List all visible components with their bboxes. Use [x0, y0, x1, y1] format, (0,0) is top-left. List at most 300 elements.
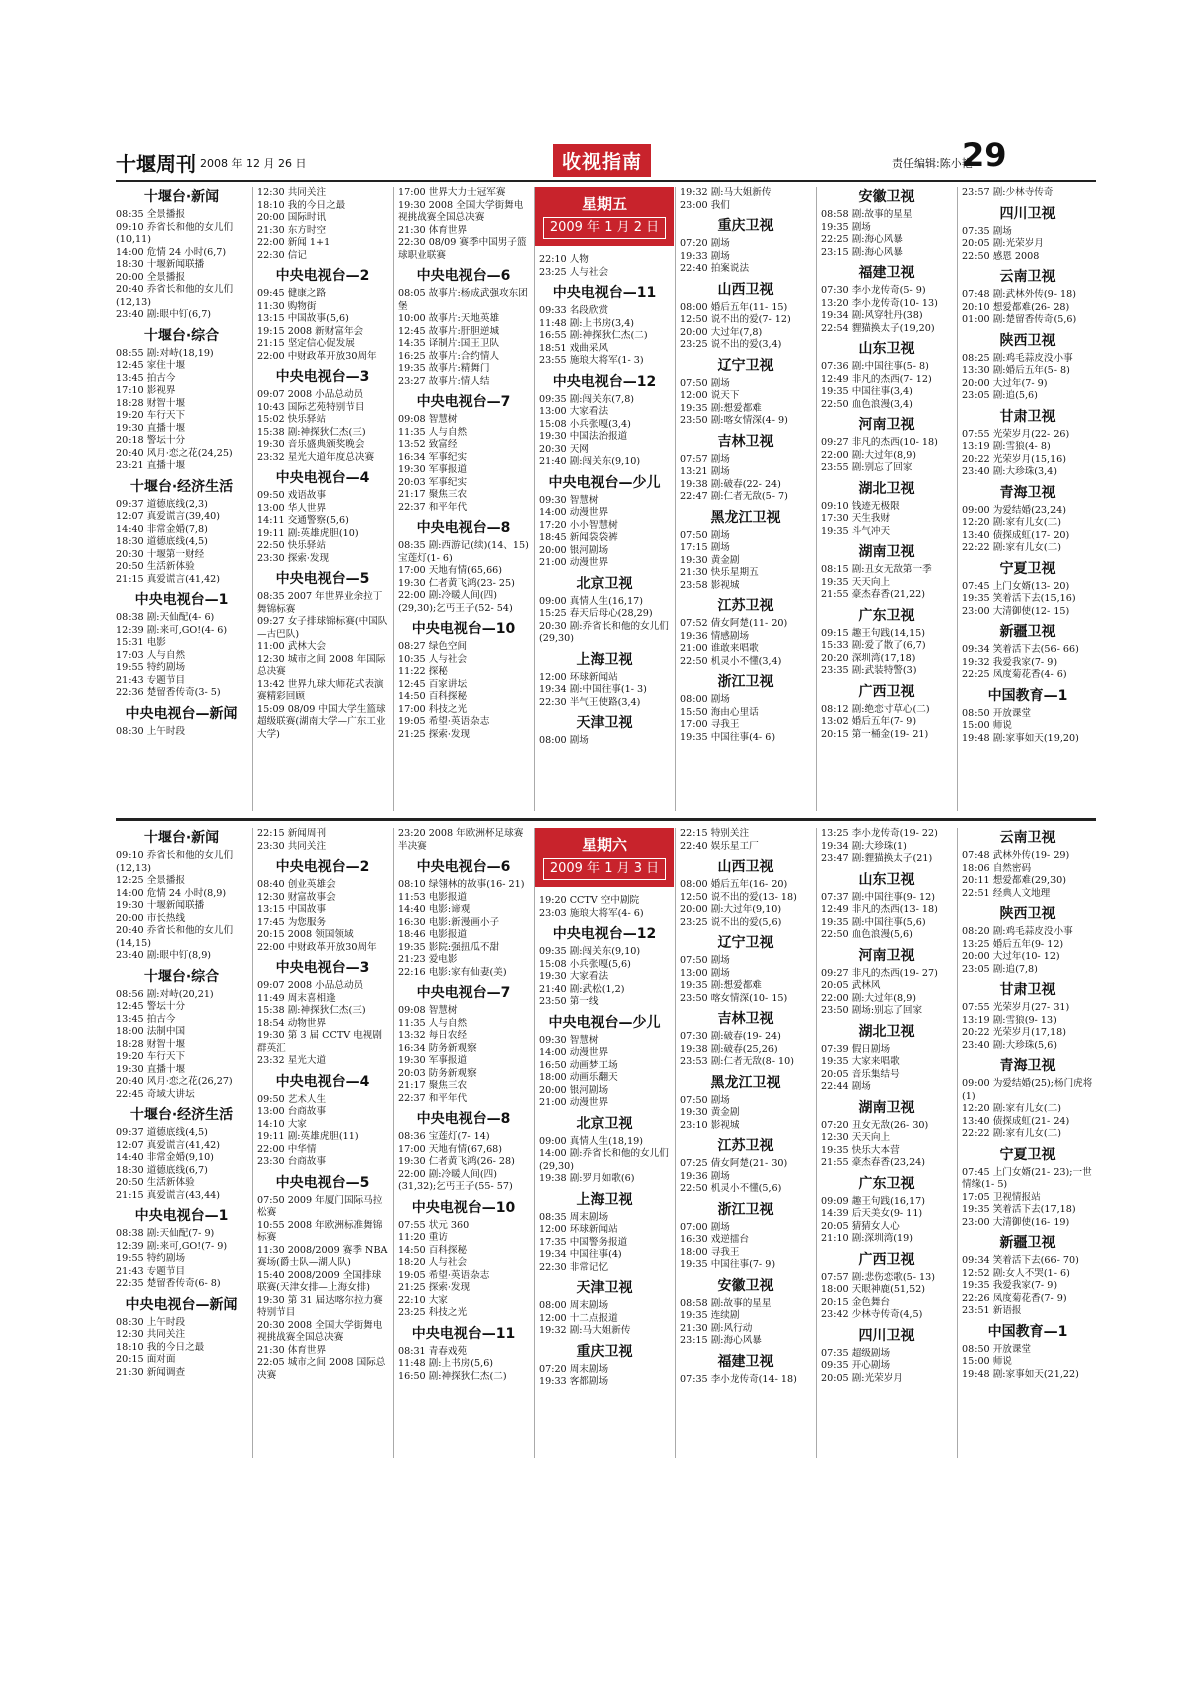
program-item: 22:47 剧:仁者无敌(5- 7)	[680, 491, 788, 502]
program-item: 21:55 豪杰春香(23,24)	[821, 1157, 926, 1168]
program-item: 19:30 直播十堰	[116, 1063, 186, 1075]
channel-heading: 青海卫视	[999, 484, 1056, 501]
program-item: 18:28 财智十堰	[116, 397, 186, 409]
channel-heading: 中央电视台—2	[275, 859, 370, 875]
program-item: 22:40 拍案说法	[680, 263, 750, 274]
channel-heading: 天津卫视	[576, 715, 633, 731]
program-item: 12:00 环球新闻站	[539, 1224, 618, 1235]
program-item: 19:32 剧:马大姐新传	[680, 187, 772, 198]
column-divider	[957, 828, 958, 1458]
program-item: 21:15 坚定信心促发展	[257, 338, 355, 349]
program-item: 08:00 周末剧场	[539, 1300, 609, 1311]
program-item: 18:28 财智十堰	[116, 1038, 186, 1050]
program-item: 14:00 危情 24 小时(8,9)	[116, 887, 227, 899]
program-item: 19:55 特约剧场	[116, 662, 186, 673]
program-item: 07:20 周末剧场	[539, 1363, 609, 1375]
saturday-listings	[116, 828, 1096, 1458]
channel-heading: 十堰台·综合	[143, 327, 220, 344]
program-item: 08:05 故事片:杨成武强攻东团堡	[398, 288, 528, 312]
day-banner	[535, 828, 674, 887]
program-item: 09:33 名段欣赏	[539, 305, 609, 316]
program-item: 21:30 快乐星期五	[680, 567, 759, 578]
program-item: 18:45 新闻袋袋裤	[539, 532, 618, 543]
program-item: 10:43 国际艺苑特别节目	[257, 401, 365, 413]
program-item: 19:38 剧:破春(22- 24)	[680, 478, 781, 490]
program-item: 23:25 说不出的爱(5,6)	[680, 916, 782, 928]
program-item: 08:40 创业英雄会	[257, 879, 336, 890]
program-item: 10:00 故事片:天地英雄	[398, 313, 500, 324]
channel-heading: 吉林卫视	[717, 433, 774, 450]
channel-heading: 中央电视台—6	[416, 859, 511, 875]
program-item: 11:30 购物街	[257, 300, 317, 312]
program-item: 07:50 2009 年厦门国际马拉松赛	[257, 1194, 383, 1218]
listing-column	[680, 187, 811, 811]
program-item: 21:40 剧:武松(1,2)	[539, 983, 625, 995]
program-item: 22:44 剧场	[821, 1081, 871, 1092]
channel-heading: 湖北卫视	[858, 1023, 915, 1040]
program-item: 09:10 钱迹无极限	[821, 500, 900, 512]
channel-heading: 广东卫视	[858, 1175, 915, 1192]
channel-heading: 云南卫视	[999, 269, 1056, 285]
channel-heading: 四川卫视	[858, 1327, 915, 1344]
program-item: 23:50 喀女情深(10- 15)	[680, 992, 788, 1004]
channel-heading: 中央电视台—5	[275, 1174, 370, 1191]
program-item: 19:33 剧场	[680, 250, 730, 262]
channel-heading: 福建卫视	[717, 1353, 774, 1370]
program-item: 12:39 剧:来可,GO!(4- 6)	[116, 624, 228, 636]
program-item: 17:00 天地有情(67,68)	[398, 1143, 503, 1155]
channel-heading: 江苏卫视	[717, 598, 774, 614]
program-item: 09:08 智慧树	[398, 1005, 458, 1016]
program-item: 20:10 想爱都难(26- 28)	[962, 301, 1070, 313]
program-item: 12:39 剧:来可,GO!(7- 9)	[116, 1240, 228, 1252]
column-divider	[957, 187, 958, 811]
program-item: 13:30 剧:婚后五年(5- 8)	[962, 365, 1070, 376]
program-item: 19:30 中国法治报道	[539, 431, 628, 442]
program-item: 20:20 深圳湾(17,18)	[821, 652, 916, 664]
program-item: 20:00 国际时讯	[257, 212, 327, 223]
program-item: 22:10 人物	[539, 254, 589, 265]
program-item: 22:15 特别关注	[680, 828, 750, 839]
program-item: 19:48 剧:家事如天(19,20)	[962, 732, 1079, 744]
program-item: 11:53 电影报道	[398, 891, 468, 903]
channel-heading: 山西卫视	[717, 859, 774, 875]
program-item: 22:22 剧:家有儿女(二)	[962, 1128, 1061, 1139]
program-item: 15:33 剧:爱了散了(6,7)	[821, 640, 926, 651]
program-item: 08:27 绿色空间	[398, 641, 468, 652]
program-item: 21:25 探索·发现	[398, 1282, 471, 1293]
program-item: 22:30 半气王使路(3,4)	[539, 696, 641, 708]
program-item: 15:08 小兵张嘎(3,4)	[539, 418, 631, 430]
program-item: 09:15 趣王句践(14,15)	[821, 627, 926, 639]
program-item: 07:50 剧场	[680, 1094, 730, 1106]
program-item: 19:34 剧:风穿牡丹(38)	[821, 310, 923, 321]
channel-heading: 中央电视台—7	[416, 394, 511, 410]
channel-heading: 山东卫视	[858, 871, 915, 888]
listing-column	[257, 828, 391, 1458]
program-item: 18:54 动物世界	[257, 1017, 327, 1029]
program-item: 20:50 生活新体验	[116, 561, 195, 572]
program-item: 15:38 剧:神探狄仁杰(三)	[257, 1005, 366, 1016]
program-item: 14:35 译制片:国王卫队	[398, 338, 500, 349]
header-rule	[116, 180, 1096, 182]
program-item: 11:48 剧:上书房(3,4)	[539, 317, 635, 329]
program-item: 09:00 真情人生(16,17)	[539, 595, 644, 607]
program-item: 07:50 剧场	[680, 377, 730, 389]
channel-heading: 中央电视台—新闻	[125, 705, 238, 722]
program-item: 14:50 百科探秘	[398, 1244, 468, 1256]
program-item: 17:00 寻我王	[680, 719, 740, 730]
program-item: 13:25 李小龙传奇(19- 22)	[821, 828, 938, 839]
program-item: 22:54 貍猫换太子(19,20)	[821, 322, 935, 334]
program-item: 19:35 剧:想爱都难	[680, 980, 762, 991]
program-item: 07:30 剧:破春(19- 24)	[680, 1031, 781, 1042]
program-item: 14:39 后天美女(9- 11)	[821, 1208, 923, 1219]
program-item: 20:00 大过年(7- 9)	[962, 377, 1048, 389]
program-item: 17:00 科技之光	[398, 703, 468, 715]
program-item: 23:40 剧:眼中钉(8,9)	[116, 950, 212, 961]
program-item: 08:50 开放课堂	[962, 1343, 1032, 1355]
program-item: 09:35 剧:闯关东(9,10)	[539, 946, 641, 957]
program-item: 09:27 女子排球锦标赛(中国队—古巴队)	[257, 616, 388, 640]
channel-heading: 湖南卫视	[858, 544, 915, 560]
program-item: 14:00 危情 24 小时(6,7)	[116, 246, 227, 258]
program-item: 16:30 电影:新漫画小子	[398, 916, 500, 928]
program-item: 19:30 第 31 届达喀尔拉力赛特别节目	[257, 1294, 383, 1318]
program-item: 12:45 百家讲坛	[398, 678, 468, 690]
program-item: 19:36 剧场	[680, 1170, 730, 1182]
program-item: 08:55 剧:对峙(18,19)	[116, 347, 214, 359]
program-item: 08:15 剧:丑女无敌第一季	[821, 564, 932, 575]
program-item: 21:30 体育世界	[257, 1344, 327, 1356]
program-item: 09:00 为爱结婚(25);杨门虎将(1)	[962, 1078, 1093, 1102]
program-item: 08:50 开放课堂	[962, 707, 1032, 719]
program-item: 08:20 剧:鸡毛蒜皮没小事	[962, 926, 1073, 937]
section-divider	[116, 818, 1096, 821]
channel-heading: 中央电视台—少儿	[548, 474, 661, 491]
program-item: 20:05 音乐集结号	[821, 1068, 900, 1080]
program-item: 18:10 我的今日之最	[257, 199, 346, 211]
program-item: 09:00 为爱结婚(23,24)	[962, 504, 1067, 516]
program-item: 08:00 婚后五年(16- 20)	[680, 879, 788, 890]
program-item: 20:40 风月·恋之花(26,27)	[116, 1076, 233, 1087]
program-item: 17:20 小小智慧树	[539, 519, 618, 531]
program-item: 19:30 音乐盛典颁奖晚会	[257, 439, 365, 450]
program-item: 20:15 金色舞台	[821, 1296, 891, 1308]
program-item: 22:00 中财政革开放30周年	[257, 941, 377, 953]
program-item: 11:20 重访	[398, 1232, 448, 1243]
page-header	[116, 136, 1096, 180]
program-item: 21:25 探索·发现	[398, 728, 471, 740]
channel-heading: 中央电视台—10	[411, 621, 516, 637]
channel-heading: 辽宁卫视	[717, 357, 774, 374]
program-item: 21:43 专题节目	[116, 1265, 186, 1277]
program-item: 08:31 青春戏苑	[398, 1345, 468, 1357]
column-divider	[534, 187, 535, 811]
program-item: 21:15 真爱谎言(43,44)	[116, 1189, 221, 1201]
program-item: 21:00 动漫世界	[539, 557, 609, 568]
listing-column	[680, 828, 811, 1458]
program-item: 14:00 剧:乔省长和他的女儿们(29,30)	[539, 1148, 669, 1172]
column-divider	[393, 828, 394, 1458]
program-item: 19:20 CCTV 空中剧院	[539, 895, 640, 906]
program-item: 09:35 开心剧场	[821, 1360, 891, 1371]
channel-heading: 河南卫视	[858, 947, 915, 964]
column-divider	[816, 187, 817, 811]
column-divider	[252, 187, 253, 811]
channel-heading: 十堰台·新闻	[143, 189, 220, 205]
channel-heading: 江苏卫视	[717, 1138, 774, 1154]
program-item: 23:32 星光大道年度总决赛	[257, 451, 375, 463]
program-item: 22:25 凤度菊花香(4- 6)	[962, 669, 1067, 680]
program-item: 23:50 剧场:别忘了回家	[821, 1005, 923, 1016]
program-item: 20:00 银河剧场	[539, 1084, 609, 1096]
program-item: 12:49 非凡的杰西(7- 12)	[821, 373, 932, 385]
program-item: 08:10 绿翎林的故事(16- 21)	[398, 879, 525, 890]
program-item: 07:25 倩女阿楚(21- 30)	[680, 1158, 788, 1169]
program-item: 01:00 剧:楚留香传奇(5,6)	[962, 314, 1077, 325]
program-item: 12:30 财富故事会	[257, 891, 336, 903]
program-item: 21:17 聚焦三农	[398, 489, 468, 500]
program-item: 22:50 快乐驿站	[257, 540, 327, 551]
program-item: 12:30 城市之间 2008 年国际总决赛	[257, 653, 386, 677]
program-item: 07:37 剧:中国往事(9- 12)	[821, 891, 935, 903]
program-item: 22:00 剧:大过年(8,9)	[821, 992, 917, 1004]
program-item: 13:32 每日农经	[398, 1030, 468, 1041]
column-divider	[252, 828, 253, 1458]
channel-heading: 中央电视台—8	[416, 1111, 511, 1127]
program-item: 07:48 剧:武林外传(9- 18)	[962, 289, 1076, 300]
program-item: 13:00 大家看法	[539, 406, 609, 417]
program-item: 07:45 上门女婿(13- 20)	[962, 580, 1070, 592]
program-item: 23:47 剧:貍猫换太子(21)	[821, 853, 933, 864]
program-item: 10:55 2008 年欧洲标准舞锦标赛	[257, 1219, 383, 1243]
channel-heading: 新疆卫视	[999, 624, 1056, 640]
program-item: 21:30 东方时空	[257, 224, 327, 236]
program-item: 23:25 人与社会	[539, 266, 609, 278]
program-item: 12:07 真爱谎言(41,42)	[116, 1139, 221, 1151]
program-item: 07:52 倩女阿楚(11- 20)	[680, 618, 788, 629]
program-item: 07:50 剧场	[680, 529, 730, 541]
program-item: 20:50 生活新体验	[116, 1177, 195, 1188]
program-item: 08:58 剧:故事的星星	[821, 209, 913, 220]
program-item: 16:50 动画梦工场	[539, 1059, 618, 1071]
channel-heading: 天津卫视	[576, 1280, 633, 1296]
program-item: 20:03 防务新观察	[398, 1067, 477, 1079]
program-item: 19:35 大家来唱歌	[821, 1056, 900, 1067]
channel-heading: 重庆卫视	[576, 1343, 633, 1360]
weekday-label: 星期六	[581, 836, 627, 854]
channel-heading: 上海卫视	[576, 651, 633, 668]
program-item: 12:07 真爱谎言(39,40)	[116, 511, 221, 522]
program-item: 19:32 我爱我家(7- 9)	[962, 656, 1058, 668]
program-item: 17:10 影视界	[116, 385, 176, 396]
channel-heading: 中央电视台—6	[416, 268, 511, 284]
program-item: 18:00 法制中国	[116, 1026, 186, 1037]
program-item: 22:05 城市之间 2008 国际总决赛	[257, 1357, 386, 1381]
program-item: 19:20 车行天下	[116, 1051, 186, 1062]
channel-heading: 湖南卫视	[858, 1099, 915, 1116]
channel-heading: 浙江卫视	[717, 674, 774, 690]
program-item: 11:30 2008/2009 赛季 NBA 赛场(爵士队—湖人队)	[257, 1244, 391, 1268]
program-item: 22:00 新闻 1+1	[257, 237, 331, 248]
program-item: 07:00 剧场	[680, 1221, 730, 1233]
program-item: 20:15 面对面	[116, 1354, 176, 1365]
channel-heading: 甘肃卫视	[999, 408, 1056, 425]
program-item: 18:30 道德底线(4,5)	[116, 536, 208, 547]
program-item: 20:40 乔省长和他的女儿们(14,15)	[116, 925, 234, 949]
program-item: 08:35 剧:西游记(续)(14、15)宝莲灯(1- 6)	[398, 540, 529, 564]
listing-column	[821, 187, 952, 811]
program-item: 16:34 防务新观察	[398, 1042, 477, 1054]
program-item: 22:37 和平年代	[398, 501, 468, 513]
program-item: 22:15 新闻周刊	[257, 828, 327, 839]
program-item: 12:00 十二点报道	[539, 1312, 618, 1324]
program-item: 14:40 电影:谛观	[398, 904, 471, 915]
program-item: 07:55 光荣岁月(22- 26)	[962, 428, 1070, 440]
channel-heading: 四川卫视	[999, 205, 1056, 222]
program-item: 17:05 卫视情报站	[962, 1191, 1041, 1203]
program-item: 15:02 快乐驿站	[257, 414, 327, 425]
program-item: 13:15 中国故事(5,6)	[257, 313, 349, 324]
channel-heading: 中央电视台—3	[275, 369, 370, 385]
program-item: 09:07 2008 小品总动员	[257, 389, 364, 400]
program-item: 21:40 剧:闯关东(9,10)	[539, 456, 641, 467]
program-item: 18:30 道德底线(6,7)	[116, 1164, 208, 1176]
program-item: 23:50 第一线	[539, 996, 599, 1007]
program-item: 12:52 剧:女人不哭(1- 6)	[962, 1267, 1070, 1279]
listing-column	[257, 187, 388, 811]
channel-heading: 中央电视台—1	[134, 592, 229, 608]
channel-heading: 重庆卫视	[717, 218, 774, 234]
program-item: 16:34 军事纪实	[398, 451, 468, 463]
program-item: 13:00 剧场	[680, 967, 730, 979]
program-item: 13:45 拍古今	[116, 1013, 176, 1025]
section-banner: 收视指南	[553, 144, 651, 177]
program-item: 23:53 剧:仁者无敌(8- 10)	[680, 1056, 794, 1067]
program-item: 19:35 故事片:精舞门	[398, 363, 490, 374]
channel-heading: 中央电视台—5	[275, 571, 370, 587]
program-item: 14:40 非常金婚(7,8)	[116, 523, 208, 535]
channel-heading: 宁夏卫视	[999, 1146, 1056, 1163]
program-item: 22:30 非常记忆	[539, 1261, 609, 1273]
program-item: 23:55 施琅大将军(1- 3)	[539, 355, 644, 366]
program-item: 12:30 共同关注	[116, 1329, 186, 1340]
channel-heading: 北京卫视	[576, 575, 633, 592]
listing-column	[539, 187, 670, 811]
program-item: 19:35 连续剧	[680, 1310, 740, 1321]
program-item: 19:30 仁者黄飞鸿(26- 28)	[398, 1156, 515, 1167]
program-item: 23:30 探索·发现	[257, 552, 330, 564]
program-item: 12:45 家住十堰	[116, 360, 186, 371]
channel-heading: 中央电视台—12	[552, 373, 657, 390]
column-divider	[393, 187, 394, 811]
program-item: 20:15 第一桶金(19- 21)	[821, 728, 929, 740]
program-item: 14:50 百科探秘	[398, 691, 468, 702]
program-item: 09:10 乔省长和他的女儿们(10,11)	[116, 221, 234, 245]
program-item: 07:20 丑女无敌(26- 30)	[821, 1119, 929, 1131]
program-item: 19:35 快乐大本营	[821, 1144, 900, 1156]
program-item: 19:30 军事报道	[398, 1055, 468, 1066]
program-item: 17:35 中国警务报道	[539, 1236, 628, 1248]
listing-column	[962, 187, 1093, 811]
program-item: 09:50 艺术人生	[257, 1093, 327, 1105]
program-item: 12:00 说天下	[680, 390, 740, 401]
program-item: 18:06 自然密码	[962, 862, 1032, 874]
channel-heading: 陕西卫视	[999, 332, 1056, 349]
program-item: 23:35 剧:武装特警(3)	[821, 665, 917, 676]
program-item: 19:35 我爱我家(7- 9)	[962, 1280, 1058, 1291]
program-item: 12:30 共同关注	[257, 187, 327, 198]
channel-heading: 北京卫视	[576, 1115, 633, 1132]
program-item: 23:20 2008 年欧洲杯足球赛半决赛	[398, 828, 524, 852]
program-item: 09:27 非凡的杰西(10- 18)	[821, 437, 938, 448]
program-item: 17:03 人与自然	[116, 649, 186, 661]
program-item: 12:45 警坛十分	[116, 1001, 186, 1012]
listing-column	[962, 828, 1093, 1458]
program-item: 21:43 专题节目	[116, 674, 186, 686]
program-item: 07:35 李小龙传奇(14- 18)	[680, 1373, 797, 1385]
program-item: 23:10 影视城	[680, 1119, 740, 1131]
channel-heading: 中央电视台—11	[552, 285, 657, 301]
program-item: 12:30 天天向上	[821, 1132, 891, 1143]
channel-heading: 中央电视台—少儿	[548, 1014, 661, 1031]
program-item: 20:30 剧:乔省长和他的女儿们(29,30)	[539, 620, 669, 644]
program-item: 12:00 环球新闻站	[539, 671, 618, 683]
program-item: 08:25 剧:鸡毛蒜皮没小事	[962, 352, 1073, 364]
program-item: 07:57 剧:悲伤恋歌(5- 13)	[821, 1271, 935, 1283]
program-item: 17:30 天生我财	[821, 513, 891, 524]
schedule-date: 2009 年 1 月 3 日	[543, 858, 666, 880]
program-item: 22:00 中华情	[257, 1143, 317, 1155]
program-item: 19:30 大家看法	[539, 971, 609, 982]
channel-heading: 中央电视台—3	[275, 960, 370, 976]
program-item: 19:33 客都剧场	[539, 1376, 609, 1387]
program-item: 23:21 直播十堰	[116, 460, 186, 471]
program-item: 22:10 大家	[398, 1294, 448, 1306]
program-item: 20:22 光荣岁月(17,18)	[962, 1027, 1067, 1038]
program-item: 13:40 债探成虹(17- 20)	[962, 529, 1070, 541]
program-item: 21:23 爱电影	[398, 954, 458, 965]
program-item: 14:40 非常金婚(9,10)	[116, 1152, 214, 1163]
channel-heading: 陕西卫视	[999, 906, 1056, 922]
program-item: 13:15 中国故事	[257, 904, 327, 915]
column-divider	[816, 828, 817, 1458]
program-item: 09:08 智慧树	[398, 414, 458, 425]
program-item: 18:00 天眼神鹿(51,52)	[821, 1284, 926, 1295]
program-item: 23:15 剧:海心风暴	[821, 246, 903, 258]
program-item: 08:00 婚后五年(11- 15)	[680, 301, 788, 313]
program-item: 17:00 世界大力士冠军赛	[398, 187, 506, 198]
program-item: 23:32 星光大道	[257, 1055, 327, 1066]
channel-heading: 十堰台·新闻	[143, 830, 220, 846]
channel-heading: 中央电视台—7	[416, 985, 511, 1001]
program-item: 08:56 剧:对峙(20,21)	[116, 988, 214, 1000]
channel-heading: 宁夏卫视	[999, 560, 1056, 577]
channel-heading: 浙江卫视	[717, 1201, 774, 1218]
program-item: 12:50 说不出的爱(7- 12)	[680, 314, 791, 325]
program-item: 09:35 剧:闯关东(7,8)	[539, 393, 635, 405]
program-item: 20:18 警坛十分	[116, 435, 186, 446]
program-item: 22:50 机灵小不懂(5,6)	[680, 1183, 782, 1194]
program-item: 19:30 黄金剧	[680, 1107, 740, 1118]
program-item: 19:30 黄金剧	[680, 554, 740, 566]
program-item: 19:35 中国往事(4- 6)	[680, 731, 776, 743]
program-item: 21:30 新闻调查	[116, 1366, 186, 1378]
program-item: 19:05 希望·英语杂志	[398, 1269, 490, 1281]
program-item: 19:34 剧:中国往事(1- 3)	[539, 684, 647, 695]
program-item: 07:39 假日剧场	[821, 1043, 891, 1055]
